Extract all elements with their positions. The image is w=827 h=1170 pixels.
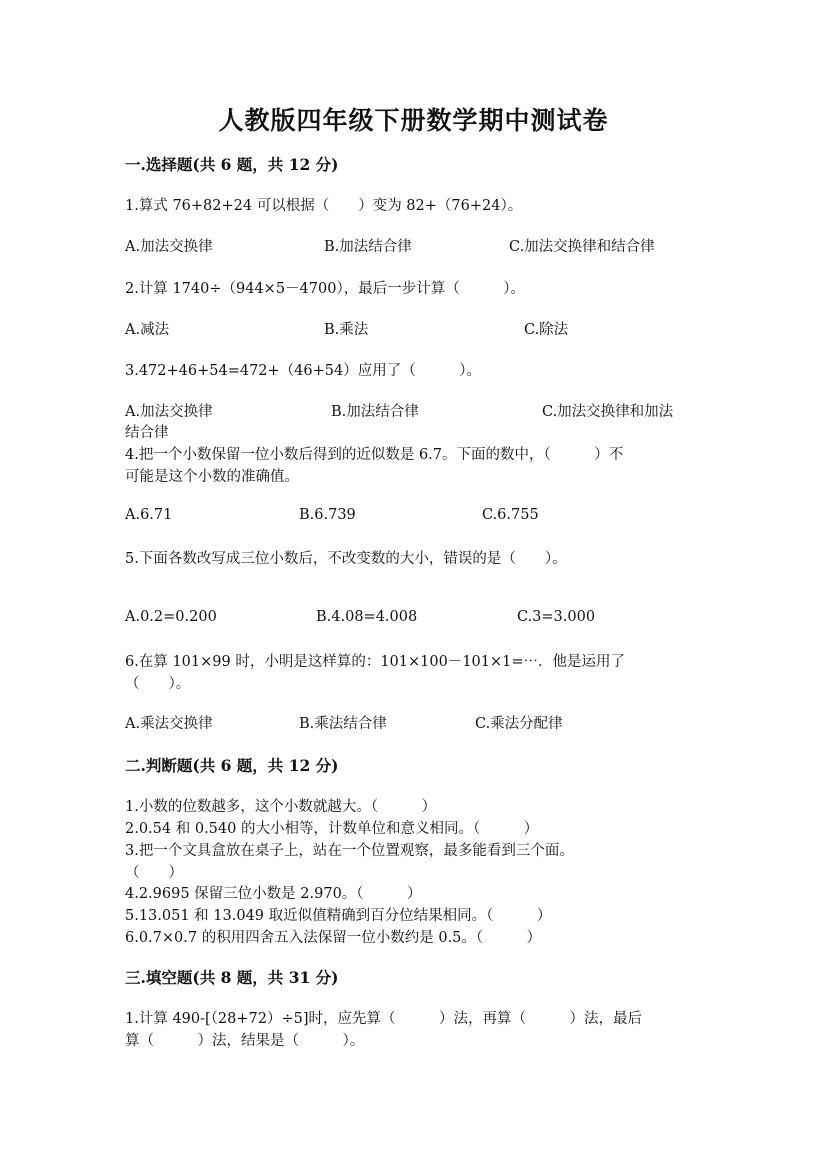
judge-item: 5.13.051 和 13.049 取近似值精确到百分位结果相同。（ ） [125, 908, 552, 924]
q2-option-a: A.减法 [125, 322, 170, 338]
fill-q1-stem: 1.计算 490-[（28+72）÷5]时，应先算（ ）法，再算（ ）法，最后 [125, 1011, 643, 1027]
judge-item: 1.小数的位数越多，这个小数就越大。（ ） [125, 799, 437, 815]
q1-option-a: A.加法交换律 [125, 239, 213, 255]
judge-item: 6.0.7×0.7 的积用四舍五入法保留一位小数约是 0.5。（ ） [125, 930, 542, 946]
q6-option-b: B.乘法结合律 [299, 716, 387, 732]
q6-option-a: A.乘法交换律 [125, 716, 213, 732]
q4-stem: 4.把一个小数保留一位小数后得到的近似数是 6.7。下面的数中，（ ）不 [125, 447, 624, 463]
q5-option-c: C.3=3.000 [517, 609, 596, 625]
q1-option-b: B.加法结合律 [324, 239, 412, 255]
judge-item-continued: （ ） [125, 865, 183, 881]
judge-item: 2.0.54 和 0.540 的大小相等，计数单位和意义相同。（ ） [125, 821, 539, 837]
q3-option-c: C.加法交换律和加法 [542, 404, 674, 420]
q4-option-c: C.6.755 [482, 507, 539, 523]
q6-stem-continued: （ ）。 [125, 676, 191, 692]
q4-stem-continued: 可能是这个小数的准确值。 [125, 469, 299, 485]
q5-option-a: A.0.2=0.200 [125, 609, 217, 625]
judge-item: 3.把一个文具盒放在桌子上，站在一个位置观察，最多能看到三个面。 [125, 843, 574, 859]
q5-stem: 5.下面各数改写成三位小数后，不改变数的大小，错误的是（ ）。 [125, 551, 567, 567]
q1-stem: 1.算式 76+82+24 可以根据（ ）变为 82+（76+24）。 [125, 198, 523, 214]
q3-option-c-continued: 结合律 [125, 425, 169, 441]
q2-option-b: B.乘法 [324, 322, 369, 338]
q2-stem: 2.计算 1740÷（944×5－4700），最后一步计算（ ）。 [125, 281, 525, 297]
q6-stem: 6.在算 101×99 时，小明是这样算的：101×100－101×1=⋯．他是运用了 [125, 654, 626, 670]
q6-option-c: C.乘法分配律 [475, 716, 563, 732]
judge-item: 4.2.9695 保留三位小数是 2.970。（ ） [125, 886, 422, 902]
q4-option-a: A.6.71 [125, 507, 173, 523]
q2-option-c: C.除法 [524, 322, 569, 338]
q3-option-b: B.加法结合律 [331, 404, 419, 420]
section2-heading: 二.判断题(共 6 题，共 12 分) [125, 756, 339, 775]
fill-q1-stem-continued: 算（ ）法，结果是（ ）。 [125, 1033, 365, 1049]
section3-heading: 三.填空题(共 8 题，共 31 分) [125, 968, 339, 987]
q1-option-c: C.加法交换律和结合律 [509, 239, 655, 255]
q3-option-a: A.加法交换律 [125, 404, 213, 420]
q4-option-b: B.6.739 [299, 507, 356, 523]
q3-stem: 3.472+46+54=472+（46+54）应用了（ ）。 [125, 363, 481, 379]
page-title: 人教版四年级下册数学期中测试卷 [218, 106, 609, 135]
section1-heading: 一.选择题(共 6 题，共 12 分) [125, 155, 339, 174]
q5-option-b: B.4.08=4.008 [316, 609, 418, 625]
